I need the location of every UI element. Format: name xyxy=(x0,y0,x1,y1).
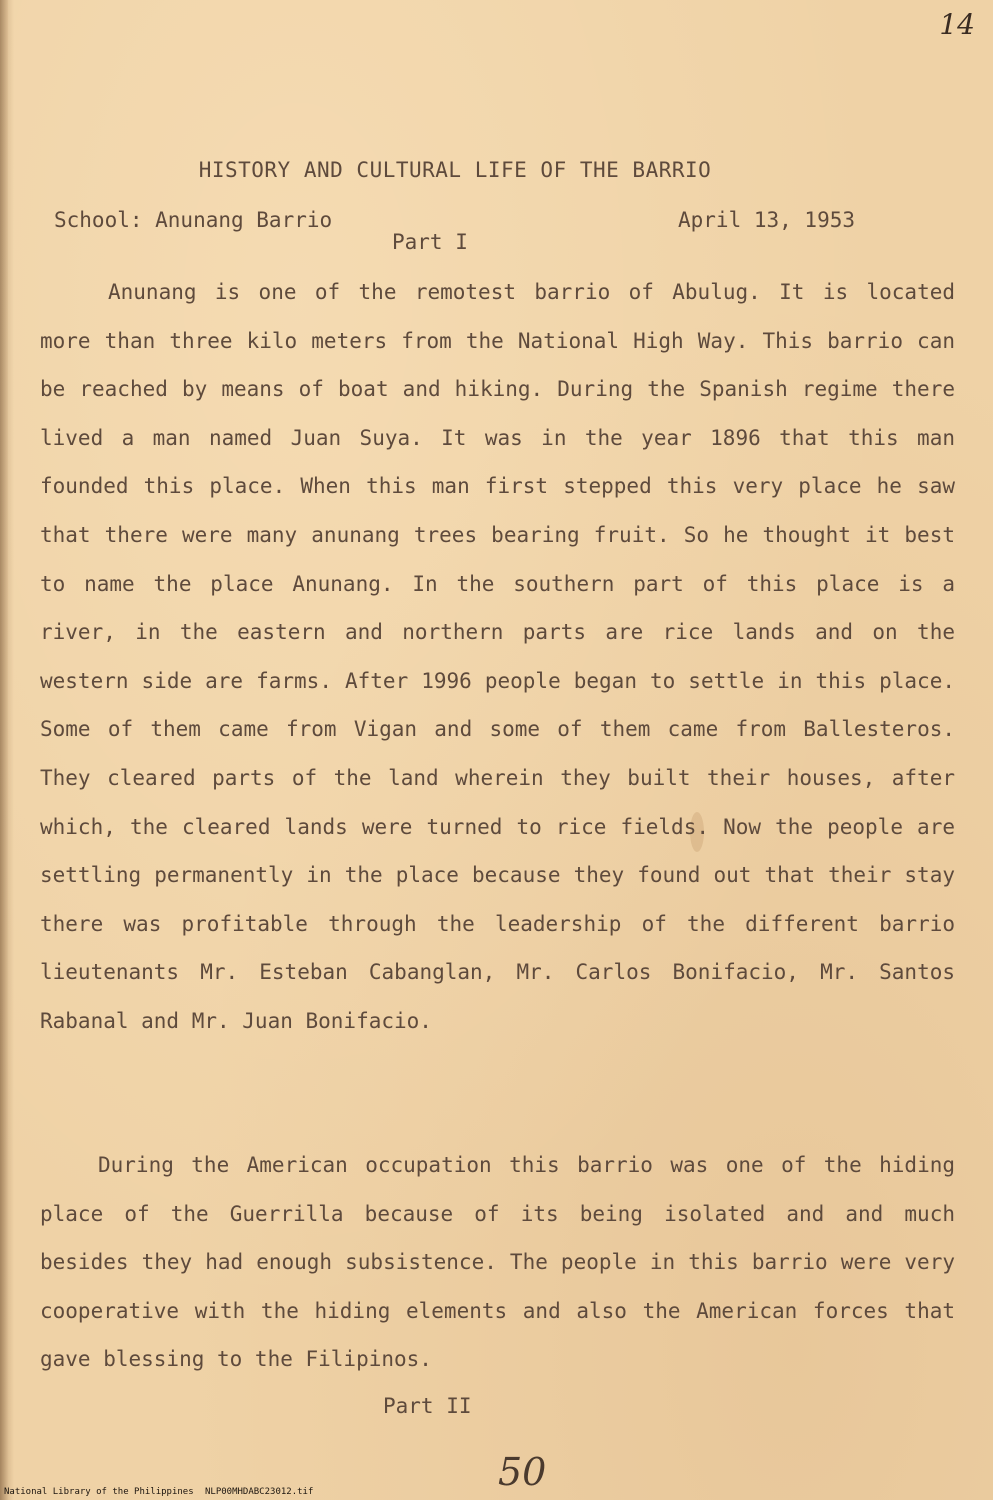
handwritten-page-number: 50 xyxy=(498,1450,547,1494)
page-edge xyxy=(0,0,8,1500)
paragraph-two: During the American occupation this barrio was one of the hiding place of the Guerrilla because of its being isolated and and much besides they had enough subsistence. The people in this barrio were very cooperative with the hiding elements and also the American forces that gave blessing to the Filipinos. xyxy=(40,1153,955,1372)
document-title: HISTORY AND CULTURAL LIFE OF THE BARRIO xyxy=(198,158,712,182)
part-two-heading: Part II xyxy=(383,1394,472,1418)
footer-library: National Library of the Philippines xyxy=(4,1487,194,1497)
paragraph-one: Anunang is one of the remotest barrio of Abulug. It is located more than three kilo meters from the National High Way. This barrio can be reached by means of boat and hiking. During the Spanish regime there lived a man named Juan Suya. It was in the year 1896 that this man founded this place. When this man first stepped this very place he saw that there were many anunang trees bearing fruit. So he thought it best to name the place Anunang. In the southern part of this place is a river, in the eastern and northern parts are rice lands and on the western side are farms. After 1996 people began to settle in this place. Some of them came from Vigan and some of them came from Ballesteros. They cleared parts of the land wherein they built their houses, after which, the cleared lands were turned to rice fields. Now the people are settling permanently in the place because they found out that their stay there was profitable through the leadership of the different barrio lieutenants Mr. Esteban Cabanglan, Mr. Carlos Bonifacio, Mr. Santos Rabanal and Mr. Juan Bonifacio. xyxy=(40,280,955,1033)
document-date: April 13, 1953 xyxy=(678,208,856,232)
footer-filename: NLP00MHDABC23012.tif xyxy=(205,1487,314,1497)
corner-page-mark: 14 xyxy=(939,8,975,41)
part-one-heading: Part I xyxy=(392,230,468,254)
school-line: School: Anunang Barrio xyxy=(54,208,333,232)
